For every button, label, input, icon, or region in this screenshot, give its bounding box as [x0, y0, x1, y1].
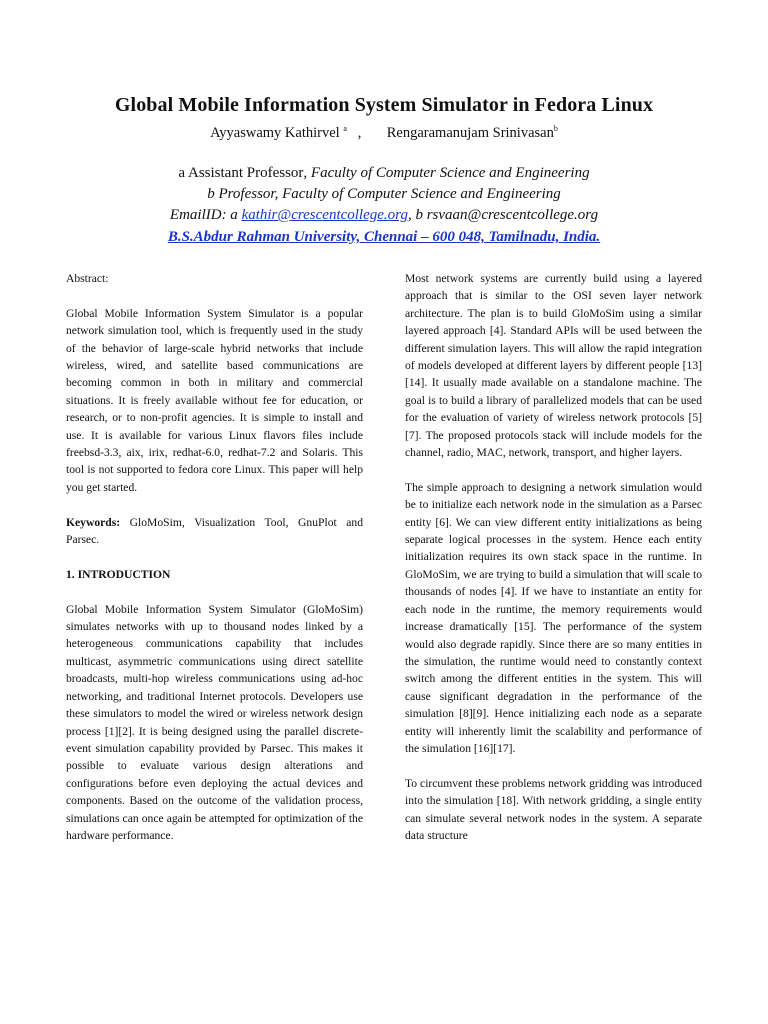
affiliation-a-faculty: , Faculty of Computer Science and Engineering — [303, 165, 590, 181]
keywords-label: Keywords: — [66, 515, 121, 529]
author-2-superscript: b — [553, 124, 558, 133]
affiliation-a-role: a Assistant Professor — [178, 165, 304, 181]
author-line — [0, 124, 768, 142]
right-paragraph-1: Most network systems are currently build using a layered approach that is similar to the OSI seven layer network architecture. The plan is to build GloMoSim using a similar layered approach [4]. Standard APIs will be used between the different simulation layers. This will allow the rapid integration of models developed at different layers by different people [13][14]. It usually made available on a standalone machine. The goal is to build a library of parallelized models that can be used for the evaluation of variety of wireless network protocols [5][7]. The proposed protocols stack will include models for the channel, radio, MAC, network, transport, and higher layers. — [405, 272, 702, 460]
paper-title: Global Mobile Information System Simulator in Fedora Linux — [114, 94, 654, 116]
author-2-name: Rengaramanujam Srinivasan — [386, 125, 554, 141]
university-link[interactable]: B.S.Abdur Rahman University, Chennai – 600 048, Tamilnadu, India. — [167, 229, 601, 245]
affiliation-a — [0, 165, 768, 182]
introduction-heading: 1. INTRODUCTION — [66, 567, 171, 581]
author-separator: , — [357, 125, 362, 141]
affiliation-b: b Professor, Faculty of Computer Science and Engineering — [207, 186, 561, 202]
email-line — [0, 207, 768, 224]
introduction-paragraph: Global Mobile Information System Simulator (GloMoSim) simulates networks with up to thousand nodes linked by a heterogeneous communications capability that includes multicast, asymmetric communications using direct satellite broadcasts, multi-hop wireless communications using ad-hoc networking, and traditional Internet protocols. Developers use these simulators to model the wired or wireless network design process [1][2]. It is being designed using the parallel discrete-event simulation capability provided by Parsec. This makes it possible to evaluate various design alterations and configurations before even deploying the actual devices and components. Based on the outcome of the validation process, simulations can once again be attempted for optimization of the hardware performance. — [66, 602, 363, 842]
keywords-paragraph — [66, 514, 363, 549]
email-link-a[interactable]: kathir@crescentcollege.org — [241, 207, 408, 223]
author-1-name: Ayyaswamy Kathirvel — [210, 125, 340, 141]
email-prefix: EmailID: a — [169, 207, 242, 223]
author-1-superscript: a — [343, 124, 347, 133]
keywords-text: GloMoSim, Visualization Tool, GnuPlot and Parsec. — [66, 515, 363, 547]
abstract-text: Global Mobile Information System Simulator is a popular network simulation tool, which is frequently used in the study of the behavior of large-scale hybrid networks that include wireless, wired, and satellite based communications are becoming common in both in military and commercial situations. It is freely available without fee for education, or research, or to non-profit agencies. It is simple to install and use. It is available for various Linux flavors files include freebsd-3.3, aix, irix, redhat-6.0, redhat-7.2 and Solaris. This tool is not supported to fedora core Linux. This paper will help you get started. — [66, 306, 363, 494]
abstract-label: Abstract: — [66, 272, 109, 285]
right-paragraph-3: To circumvent these problems network gridding was introduced into the simulation [18]. With network gridding, a single entity can simulate several network nodes in the system. A separate data structure — [405, 776, 702, 842]
right-paragraph-2: The simple approach to designing a network simulation would be to initialize each network node in the simulation as a Parsec entity [6]. We can view different entity initializations as being separate logical processes in the system. Hence each entity initialization requires its own stack space in the runtime. In GloMoSim, we are trying to build a simulation that will scale to thousands of nodes [4]. If we have to instantiate an entity for each node in the runtime, the memory requirements would increase dramatically [15]. The performance of the system would also degrade rapidly. Since there are so many entities in the simulation, the runtime would need to constantly context switch among the different entities in the system. This will cause significant degradation in the performance of the simulation [8][9]. Hence initializing each node as a separate entity will inherently limit the scalability and performance of the simulation [16][17]. — [405, 480, 702, 755]
email-b: , b rsvaan@crescentcollege.org — [407, 207, 599, 223]
right-column — [405, 270, 702, 844]
left-column — [66, 270, 363, 844]
